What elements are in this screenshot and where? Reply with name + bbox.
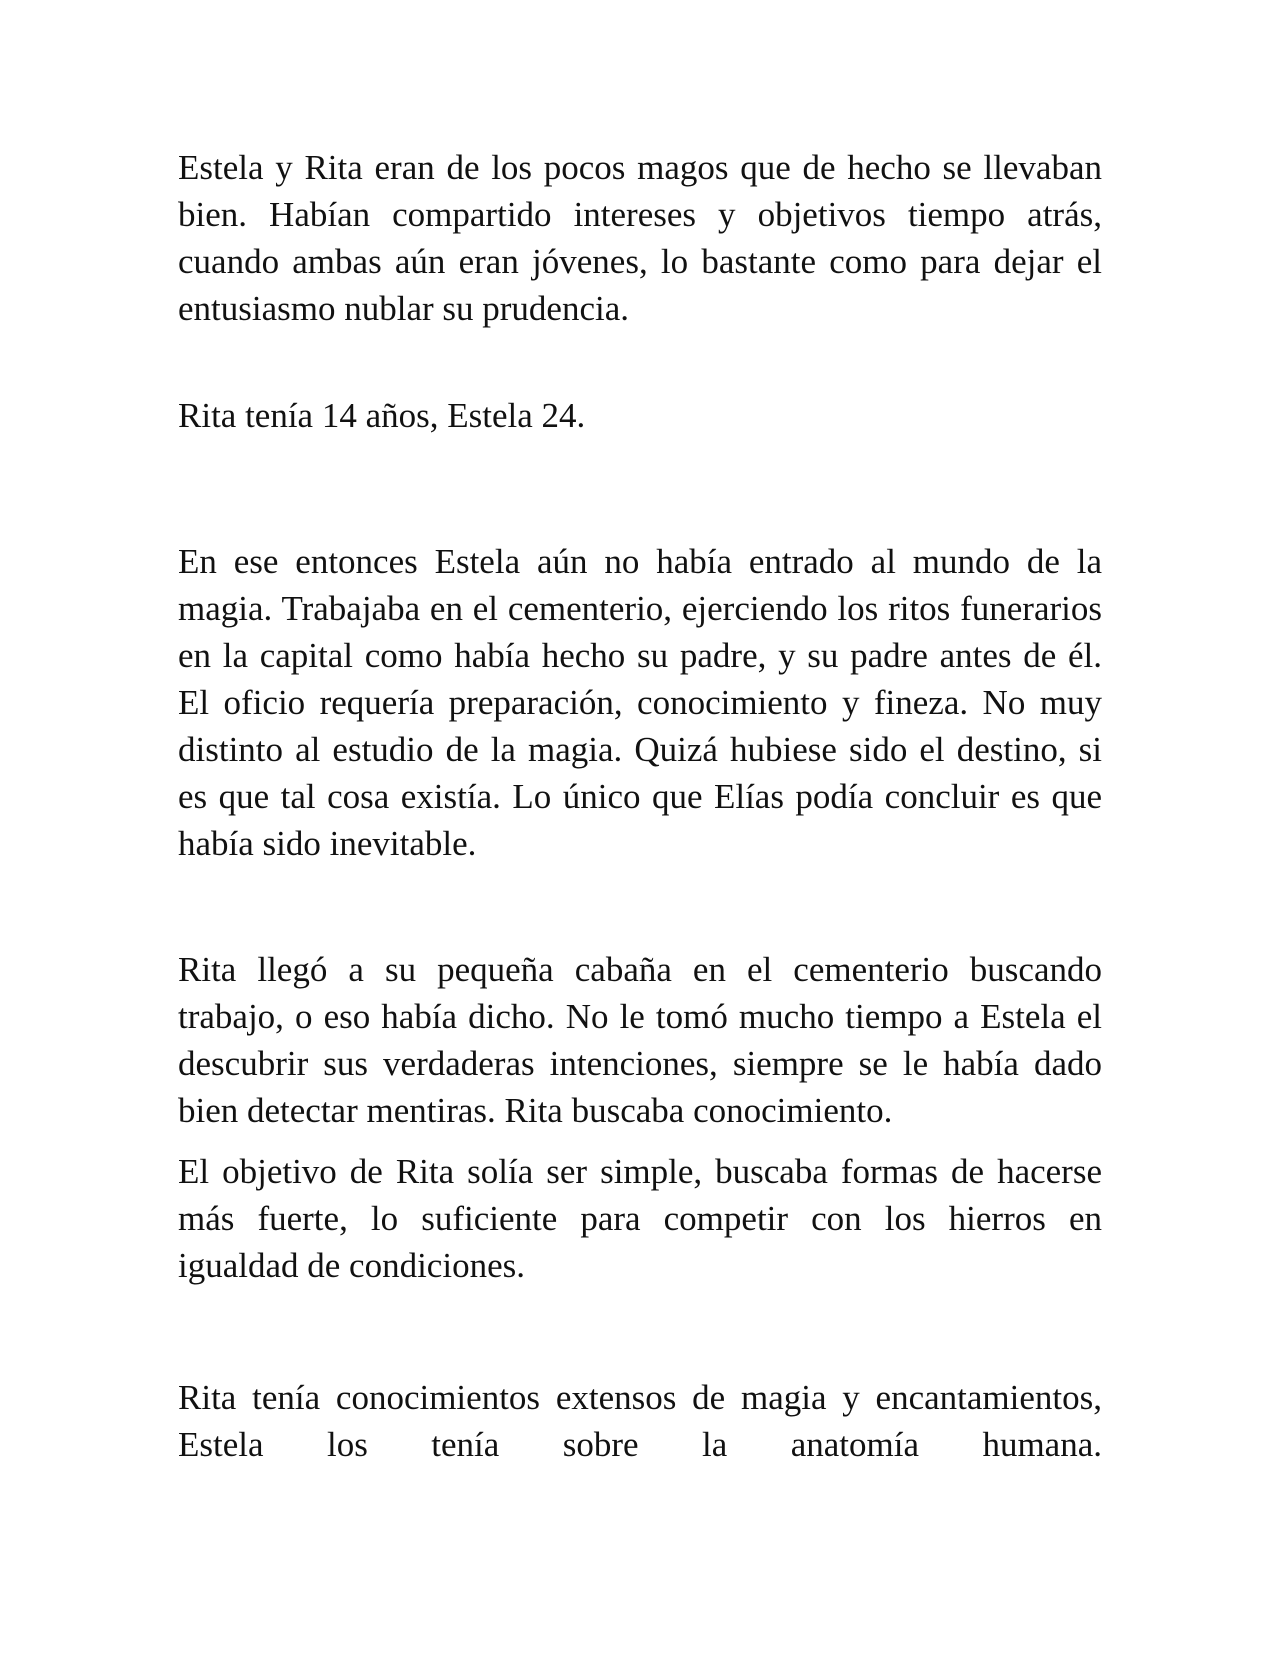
paragraph-5: El objetivo de Rita solía ser simple, buscaba formas de hacerse más fuerte, lo suficiente para competir con los hierros en igualdad de condiciones. [178,1152,1102,1285]
paragraph-3: En ese entonces Estela aún no había entrado al mundo de la magia. Trabajaba en el cementerio, ejerciendo los ritos funerarios en la capital como había hecho su padre, y su padre antes de él. El oficio requería preparación, conocimiento y fineza. No muy distinto al estudio de la magia. Quizá hubiese sido el destino, si es que tal cosa existía. Lo único que Elías podía concluir es que había sido inevitable. [178,542,1102,863]
paragraph-1: Estela y Rita eran de los pocos magos que de hecho se llevaban bien. Habían compartido intereses y objetivos tiempo atrás, cuando ambas aún eran jóvenes, lo bastante como para dejar el entusiasmo nublar su prudencia. [178,148,1102,328]
paragraph-2: Rita tenía 14 años, Estela 24. [178,396,586,435]
paragraph-4: Rita llegó a su pequeña cabaña en el cementerio buscando trabajo, o eso había dicho. No le tomó mucho tiempo a Estela el descubrir sus verdaderas intenciones, siempre se le había dado bien detectar mentiras. Rita buscaba conocimiento. [178,950,1102,1130]
paragraph-6: Rita tenía conocimientos extensos de magia y encantamientos, Estela los tenía sobre la anatomía humana. [178,1378,1102,1464]
